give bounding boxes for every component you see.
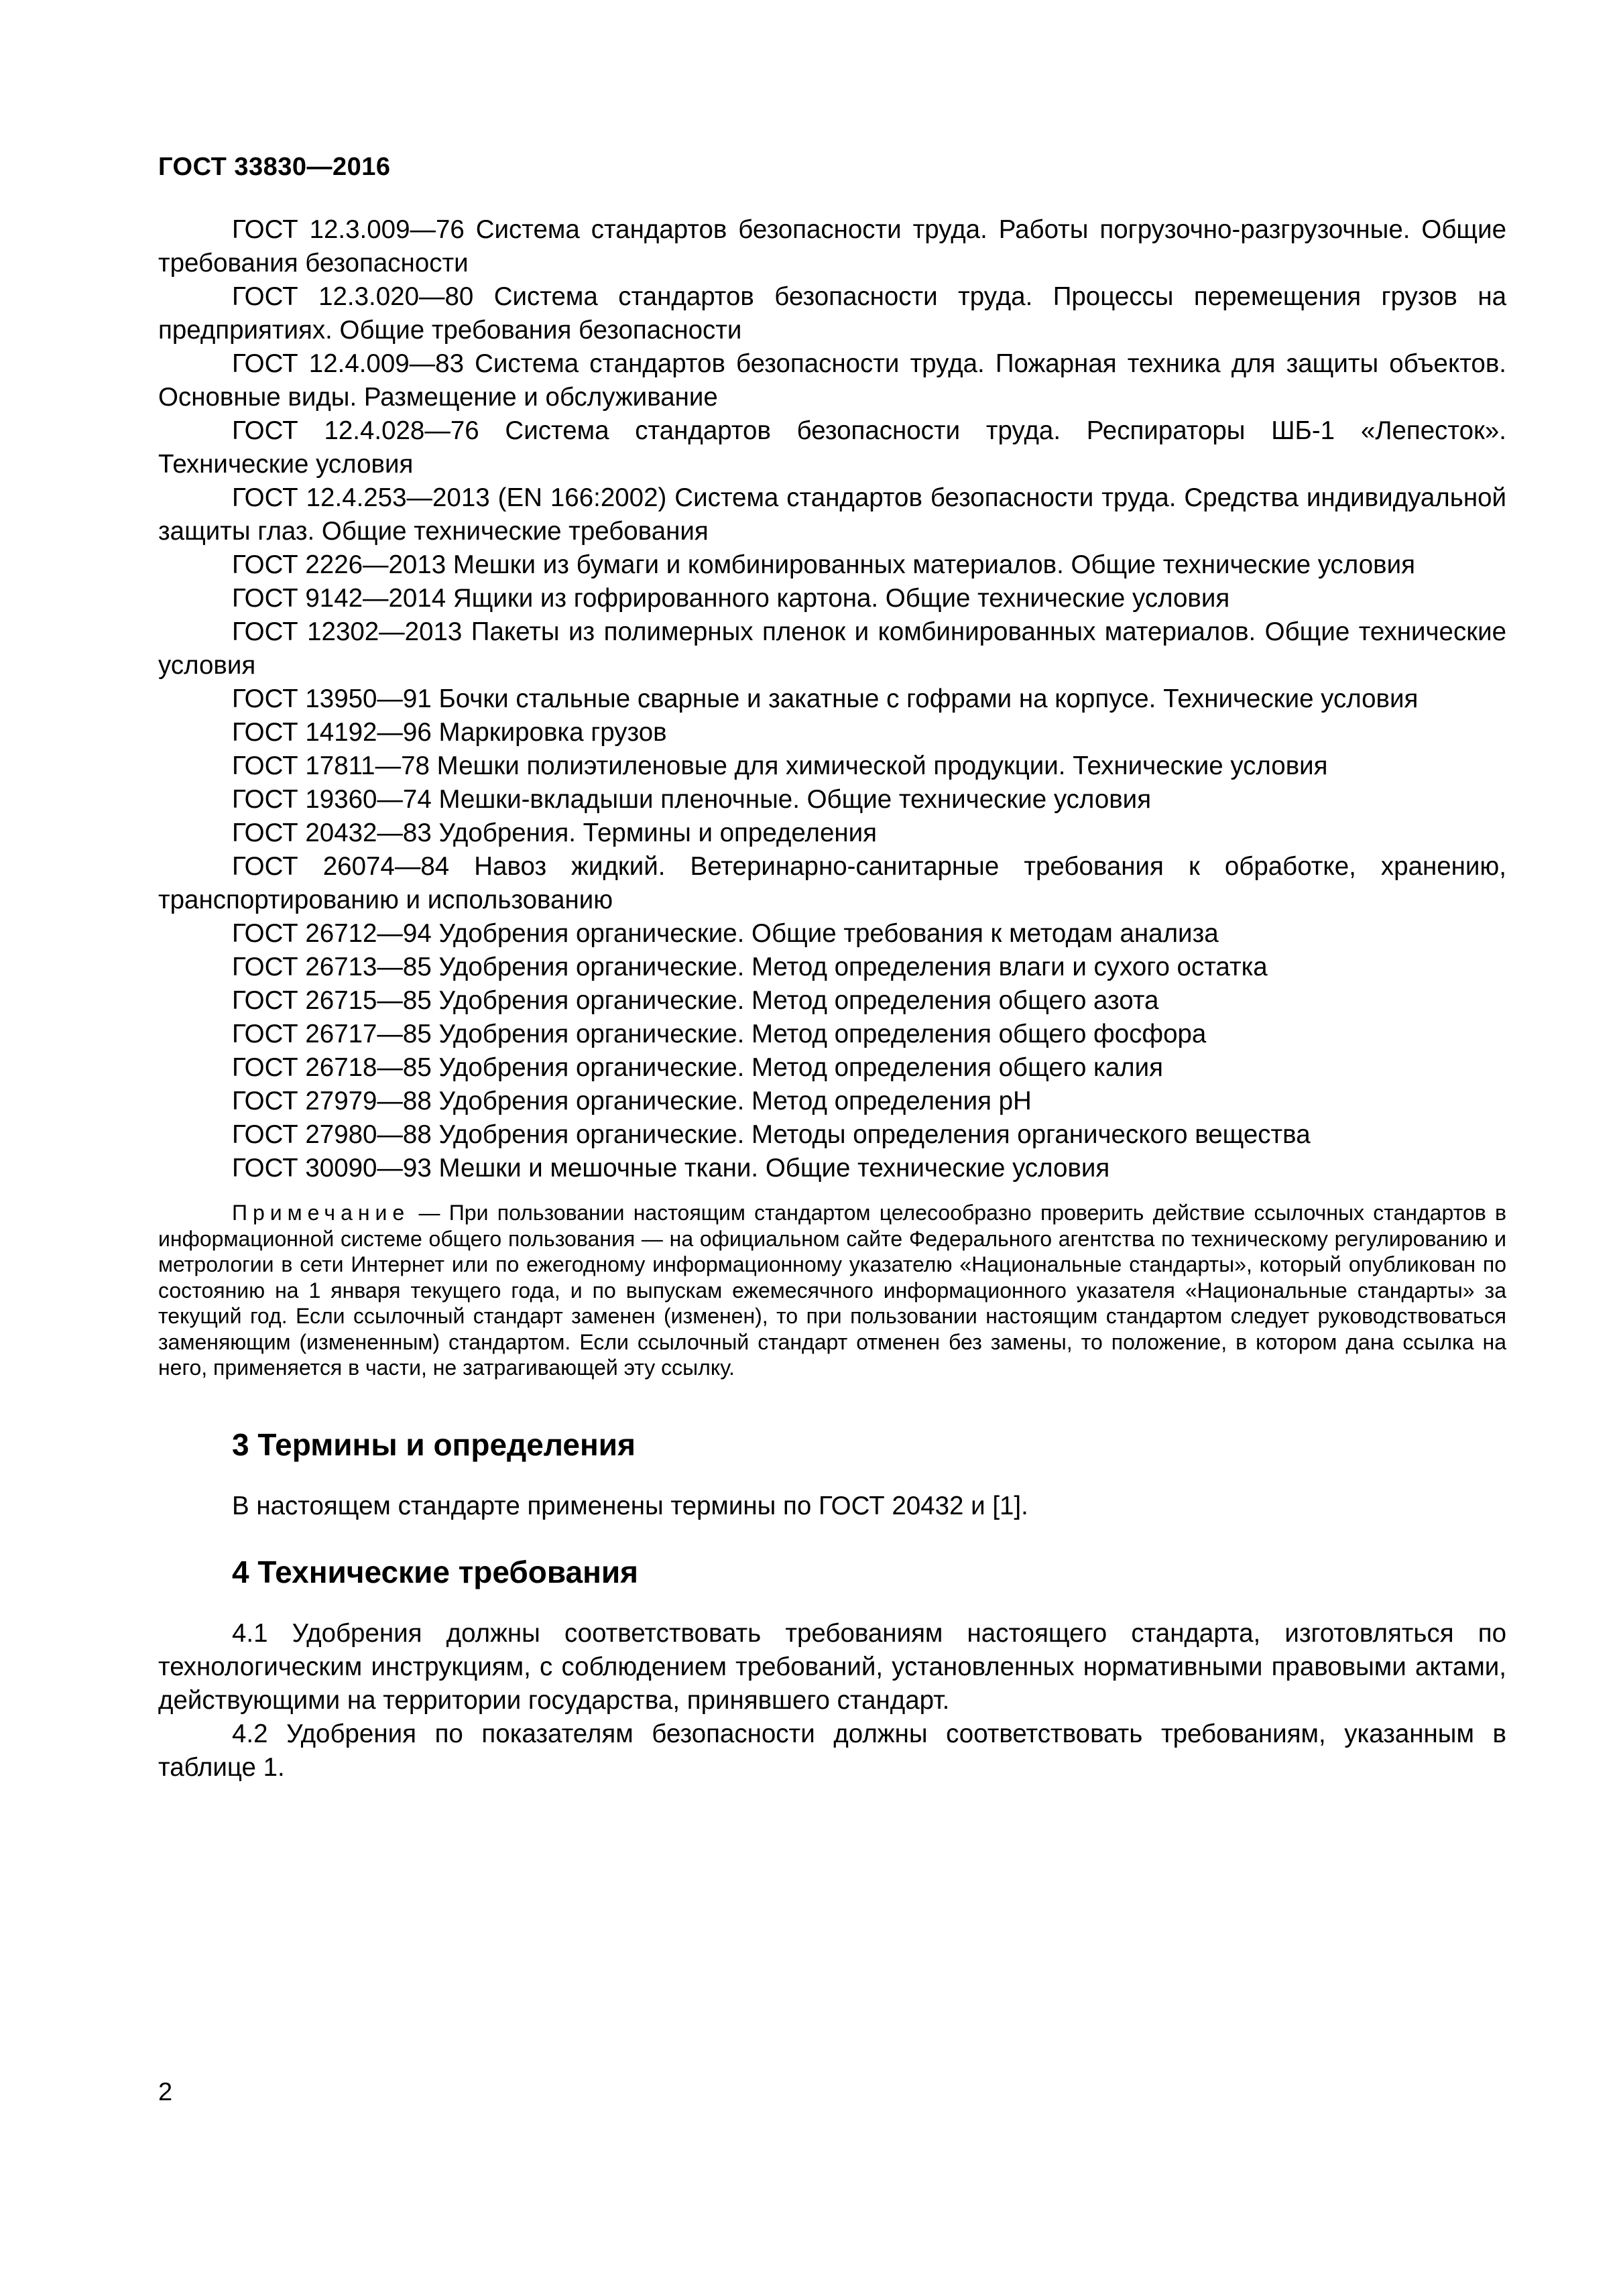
reference-item: ГОСТ 26712—94 Удобрения органические. Общие требования к методам анализа xyxy=(232,919,1219,948)
page-content xyxy=(158,213,1506,1785)
reference-item: ГОСТ 26717—85 Удобрения органические. Метод определения общего фосфора xyxy=(232,1020,1207,1048)
reference-item: ГОСТ 14192—96 Маркировка грузов xyxy=(232,718,667,747)
reference-item: ГОСТ 26718—85 Удобрения органические. Метод определения общего калия xyxy=(232,1053,1163,1082)
reference-item: ГОСТ 13950—91 Бочки стальные сварные и закатные с гофрами на корпусе. Технические условия xyxy=(232,684,1419,713)
note-lead: Примечание xyxy=(232,1201,410,1225)
section-4-paragraph-2: 4.2 Удобрения по показателям безопасности должны соответствовать требованиям, указанным в таблице 1. xyxy=(158,1719,1506,1782)
reference-item: ГОСТ 26715—85 Удобрения органические. Метод определения общего азота xyxy=(232,986,1159,1015)
reference-item: ГОСТ 19360—74 Мешки-вкладыши пленочные. Общие технические условия xyxy=(232,785,1152,814)
reference-item: ГОСТ 12.4.028—76 Система стандартов безопасности труда. Респираторы ШБ-1 «Лепесток». Технические условия xyxy=(158,416,1506,479)
reference-item: ГОСТ 26074—84 Навоз жидкий. Ветеринарно-санитарные требования к обработке, хранению, транспортированию и использованию xyxy=(158,852,1506,914)
reference-item: ГОСТ 27979—88 Удобрения органические. Метод определения рН xyxy=(232,1087,1032,1115)
reference-item: ГОСТ 12302—2013 Пакеты из полимерных пленок и комбинированных материалов. Общие технические условия xyxy=(158,617,1506,680)
reference-item: ГОСТ 12.3.009—76 Система стандартов безопасности труда. Работы погрузочно-разгрузочные. Общие требования безопасности xyxy=(158,215,1506,278)
reference-item: ГОСТ 12.3.020—80 Система стандартов безопасности труда. Процессы перемещения грузов на предприятиях. Общие требования безопасности xyxy=(158,282,1506,345)
references-note xyxy=(158,1200,1506,1381)
section-4-paragraph-1: 4.1 Удобрения должны соответствовать требованиям настоящего стандарта, изготовляться по технологическим инструкциям, с соблюдением требований, установленных нормативными правовыми актами, действующими на территории государства, принявшего стандарт. xyxy=(158,1618,1506,1715)
reference-item: ГОСТ 26713—85 Удобрения органические. Метод определения влаги и сухого остатка xyxy=(232,953,1268,981)
reference-item: ГОСТ 30090—93 Мешки и мешочные ткани. Общие технические условия xyxy=(232,1154,1110,1183)
document-header: ГОСТ 33830—2016 xyxy=(158,153,391,181)
section-3-title: 3 Термины и определения xyxy=(232,1427,636,1462)
page-number: 2 xyxy=(158,2078,173,2106)
reference-item: ГОСТ 20432—83 Удобрения. Термины и определения xyxy=(232,819,877,847)
normative-references-list xyxy=(158,213,1506,1185)
reference-item: ГОСТ 9142—2014 Ящики из гофрированного картона. Общие технические условия xyxy=(232,584,1230,613)
section-3-text: В настоящем стандарте применены термины по ГОСТ 20432 и [1]. xyxy=(232,1491,1028,1520)
reference-item: ГОСТ 2226—2013 Мешки из бумаги и комбинированных материалов. Общие технические условия xyxy=(232,550,1415,579)
reference-item: ГОСТ 17811—78 Мешки полиэтиленовые для химической продукции. Технические условия xyxy=(232,751,1328,780)
section-4-title: 4 Технические требования xyxy=(232,1554,638,1589)
reference-item: ГОСТ 27980—88 Удобрения органические. Методы определения органического вещества xyxy=(232,1120,1311,1149)
reference-item: ГОСТ 12.4.009—83 Система стандартов безопасности труда. Пожарная техника для защиты объектов. Основные виды. Размещение и обслуживание xyxy=(158,349,1506,412)
reference-item: ГОСТ 12.4.253—2013 (EN 166:2002) Система стандартов безопасности труда. Средства индивидуальной защиты глаз. Общие технические требования xyxy=(158,483,1506,546)
note-text: — При пользовании настоящим стандартом целесообразно проверить действие ссылочных стандартов в информационной системе общего пользования — на официальном сайте Федерального агентства по техническому регулированию и метрологии в сети Интернет или по ежегодному информационному указателю «Национальные стандарты», который опубликован по состоянию на 1 января текущего года, и по выпускам ежемесячного информационного указателя «Национальные стандарты» за текущий год. Если ссылочный стандарт заменен (изменен), то при пользовании настоящим стандартом следует руководствоваться заменяющим (измененным) стандартом. Если ссылочный стандарт отменен без замены, то положение, в котором дана ссылка на него, применяется в части, не затрагивающей эту ссылку. xyxy=(158,1201,1506,1380)
